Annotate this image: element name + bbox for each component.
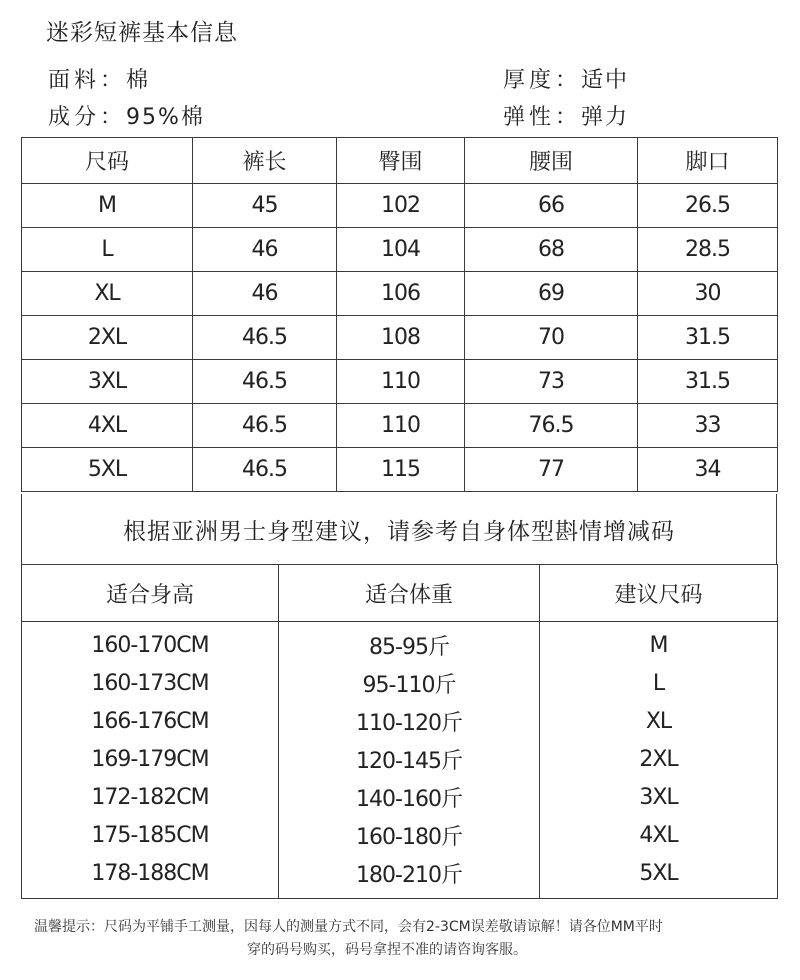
length-cell: 46.5 (193, 404, 337, 448)
leg-opening-cell: 28.5 (638, 228, 778, 272)
size-chart-table (21, 137, 778, 492)
table-row (22, 854, 778, 899)
table-row (22, 316, 778, 360)
header-length: 裤长 (193, 138, 337, 184)
size-cell: M (22, 184, 193, 228)
waist-cell: 73 (465, 360, 638, 404)
hip-cell: 108 (337, 316, 465, 360)
weight-cell: 180-210斤 (279, 854, 540, 899)
size-cell: 3XL (22, 360, 193, 404)
weight-cell: 140-160斤 (279, 778, 540, 816)
recommended-size-cell: XL (540, 702, 778, 740)
leg-opening-cell: 26.5 (638, 184, 778, 228)
table-row (22, 360, 778, 404)
composition-info (48, 100, 205, 131)
header-waist: 腰围 (465, 138, 638, 184)
size-cell: XL (22, 272, 193, 316)
composition-label: 成分： (48, 105, 127, 130)
height-cell: 169-179CM (22, 740, 279, 778)
recommended-size-cell: 2XL (540, 740, 778, 778)
recommended-size-cell: M (540, 622, 778, 665)
table-row (22, 272, 778, 316)
header-leg-opening: 脚口 (638, 138, 778, 184)
height-cell: 160-170CM (22, 622, 279, 665)
waist-cell: 70 (465, 316, 638, 360)
recommendation-header-row (22, 565, 778, 622)
length-cell: 46 (193, 272, 337, 316)
table-row (22, 702, 778, 740)
table-row (22, 228, 778, 272)
table-row (22, 448, 778, 492)
size-cell: 2XL (22, 316, 193, 360)
fabric-label: 面料： (48, 68, 127, 93)
thickness-value: 适中 (581, 68, 630, 93)
elasticity-value: 弹力 (581, 105, 630, 130)
size-note (34, 916, 764, 962)
leg-opening-cell: 33 (638, 404, 778, 448)
weight-cell: 120-145斤 (279, 740, 540, 778)
table-row (22, 778, 778, 816)
leg-opening-cell: 31.5 (638, 316, 778, 360)
length-cell: 46.5 (193, 360, 337, 404)
table-row (22, 664, 778, 702)
recommended-size-cell: 5XL (540, 854, 778, 899)
fabric-value: 棉 (126, 68, 151, 93)
length-cell: 45 (193, 184, 337, 228)
height-cell: 175-185CM (22, 816, 279, 854)
length-cell: 46.5 (193, 448, 337, 492)
header-height: 适合身高 (22, 565, 279, 622)
waist-cell: 66 (465, 184, 638, 228)
hip-cell: 115 (337, 448, 465, 492)
waist-cell: 77 (465, 448, 638, 492)
size-advice-banner: 根据亚洲男士身型建议，请参考自身体型斟情增减码 (21, 494, 777, 564)
table-row (22, 740, 778, 778)
weight-cell: 85-95斤 (279, 622, 540, 665)
table-row (22, 622, 778, 665)
length-cell: 46.5 (193, 316, 337, 360)
thickness-label: 厚度： (503, 68, 582, 93)
size-cell: 4XL (22, 404, 193, 448)
header-weight: 适合体重 (279, 565, 540, 622)
header-size: 尺码 (22, 138, 193, 184)
weight-cell: 110-120斤 (279, 702, 540, 740)
table-row (22, 816, 778, 854)
weight-cell: 95-110斤 (279, 664, 540, 702)
size-note-line-2: 穿的码号购买，码号拿捏不准的请咨询客服。 (247, 942, 527, 958)
size-cell: 5XL (22, 448, 193, 492)
composition-value: 95%棉 (126, 105, 205, 130)
waist-cell: 69 (465, 272, 638, 316)
recommended-size-cell: L (540, 664, 778, 702)
table-row (22, 184, 778, 228)
recommended-size-cell: 4XL (540, 816, 778, 854)
page-title: 迷彩短裤基本信息 (46, 20, 238, 46)
header-recommended-size: 建议尺码 (540, 565, 778, 622)
length-cell: 46 (193, 228, 337, 272)
leg-opening-cell: 34 (638, 448, 778, 492)
leg-opening-cell: 31.5 (638, 360, 778, 404)
waist-cell: 68 (465, 228, 638, 272)
hip-cell: 110 (337, 360, 465, 404)
height-cell: 178-188CM (22, 854, 279, 899)
height-cell: 172-182CM (22, 778, 279, 816)
elasticity-info (503, 100, 629, 131)
leg-opening-cell: 30 (638, 272, 778, 316)
table-row (22, 404, 778, 448)
size-note-line-1: 温馨提示：尺码为平铺手工测量，因每人的测量方式不同，会有2-3CM误差敬请谅解！请各位MM平时 (34, 919, 663, 935)
waist-cell: 76.5 (465, 404, 638, 448)
hip-cell: 110 (337, 404, 465, 448)
size-chart-header-row (22, 138, 778, 184)
height-cell: 160-173CM (22, 664, 279, 702)
hip-cell: 102 (337, 184, 465, 228)
recommended-size-cell: 3XL (540, 778, 778, 816)
size-cell: L (22, 228, 193, 272)
fabric-info (48, 63, 150, 94)
elasticity-label: 弹性： (503, 105, 582, 130)
thickness-info (503, 63, 629, 94)
hip-cell: 106 (337, 272, 465, 316)
size-recommendation-table (21, 564, 778, 899)
weight-cell: 160-180斤 (279, 816, 540, 854)
hip-cell: 104 (337, 228, 465, 272)
height-cell: 166-176CM (22, 702, 279, 740)
header-hip: 臀围 (337, 138, 465, 184)
